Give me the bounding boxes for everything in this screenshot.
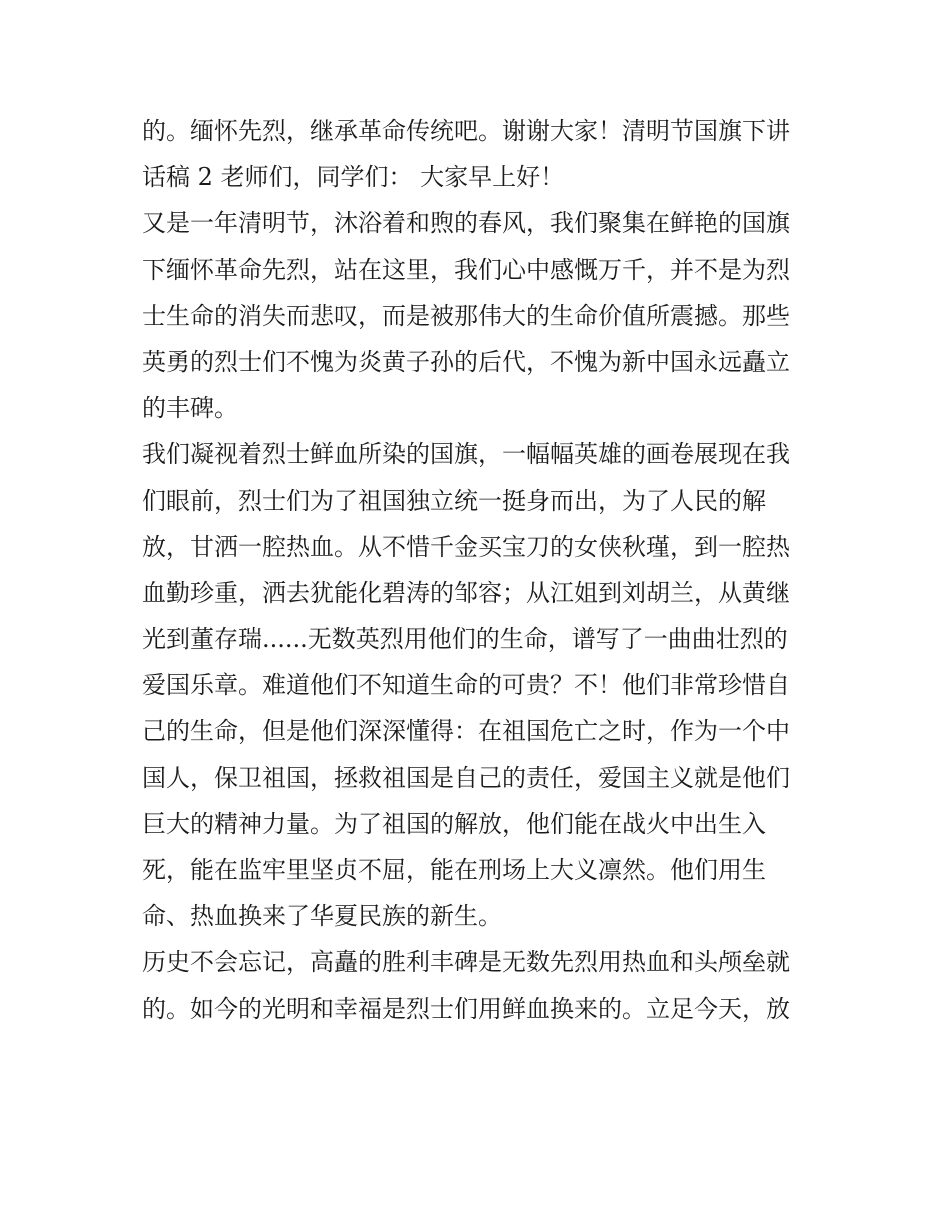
speech-text: [142, 108, 814, 1032]
text-line: 国人，保卫祖国，拯救祖国是自己的责任，爱国主义就是他们: [142, 763, 790, 792]
text-line: 命、热血换来了华夏民族的新生。: [142, 902, 502, 931]
text-line: 英勇的烈士们不愧为炎黄子孙的后代，不愧为新中国永远矗立: [142, 347, 790, 376]
text-line: 历史不会忘记，高矗的胜利丰碑是无数先烈用热血和头颅垒就: [142, 948, 790, 977]
text-line: 巨大的精神力量。为了祖国的解放，他们能在战火中出生入: [142, 809, 766, 838]
text-line: 的。缅怀先烈，继承革命传统吧。谢谢大家！清明节国旗下讲: [142, 117, 790, 145]
text-line: 爱国乐章。难道他们不知道生命的可贵？不！他们非常珍惜自: [142, 671, 790, 700]
text-line: 的。如今的光明和幸福是烈士们用鲜血换来的。立足今天，放: [142, 994, 790, 1023]
text-line: 话稿 2 老师们，同学们： 大家早上好！: [142, 163, 565, 192]
text-line: 士生命的消失而悲叹，而是被那伟大的生命价值所震撼。那些: [142, 301, 790, 330]
text-line: 己的生命，但是他们深深懂得：在祖国危亡之时，作为一个中: [142, 717, 790, 746]
text-line: 放，甘洒一腔热血。从不惜千金买宝刀的女侠秋瑾，到一腔热: [142, 532, 790, 561]
text-line: 们眼前，烈士们为了祖国独立统一挺身而出，为了人民的解: [142, 486, 766, 515]
text-line: 的丰碑。: [142, 394, 238, 423]
text-line: 又是一年清明节，沐浴着和煦的春风，我们聚集在鲜艳的国旗: [142, 209, 790, 238]
text-line: 死，能在监牢里坚贞不屈，能在刑场上大义凛然。他们用生: [142, 856, 766, 884]
text-line: 我们凝视着烈士鲜血所染的国旗，一幅幅英雄的画卷展现在我: [142, 440, 790, 469]
text-line: 下缅怀革命先烈，站在这里，我们心中感慨万千，并不是为烈: [142, 255, 790, 284]
text-line: 光到董存瑞......无数英烈用他们的生命，谱写了一曲曲壮烈的: [142, 625, 788, 654]
text-line: 血勤珍重，洒去犹能化碧涛的邹容；从江姐到刘胡兰，从黄继: [142, 578, 790, 607]
